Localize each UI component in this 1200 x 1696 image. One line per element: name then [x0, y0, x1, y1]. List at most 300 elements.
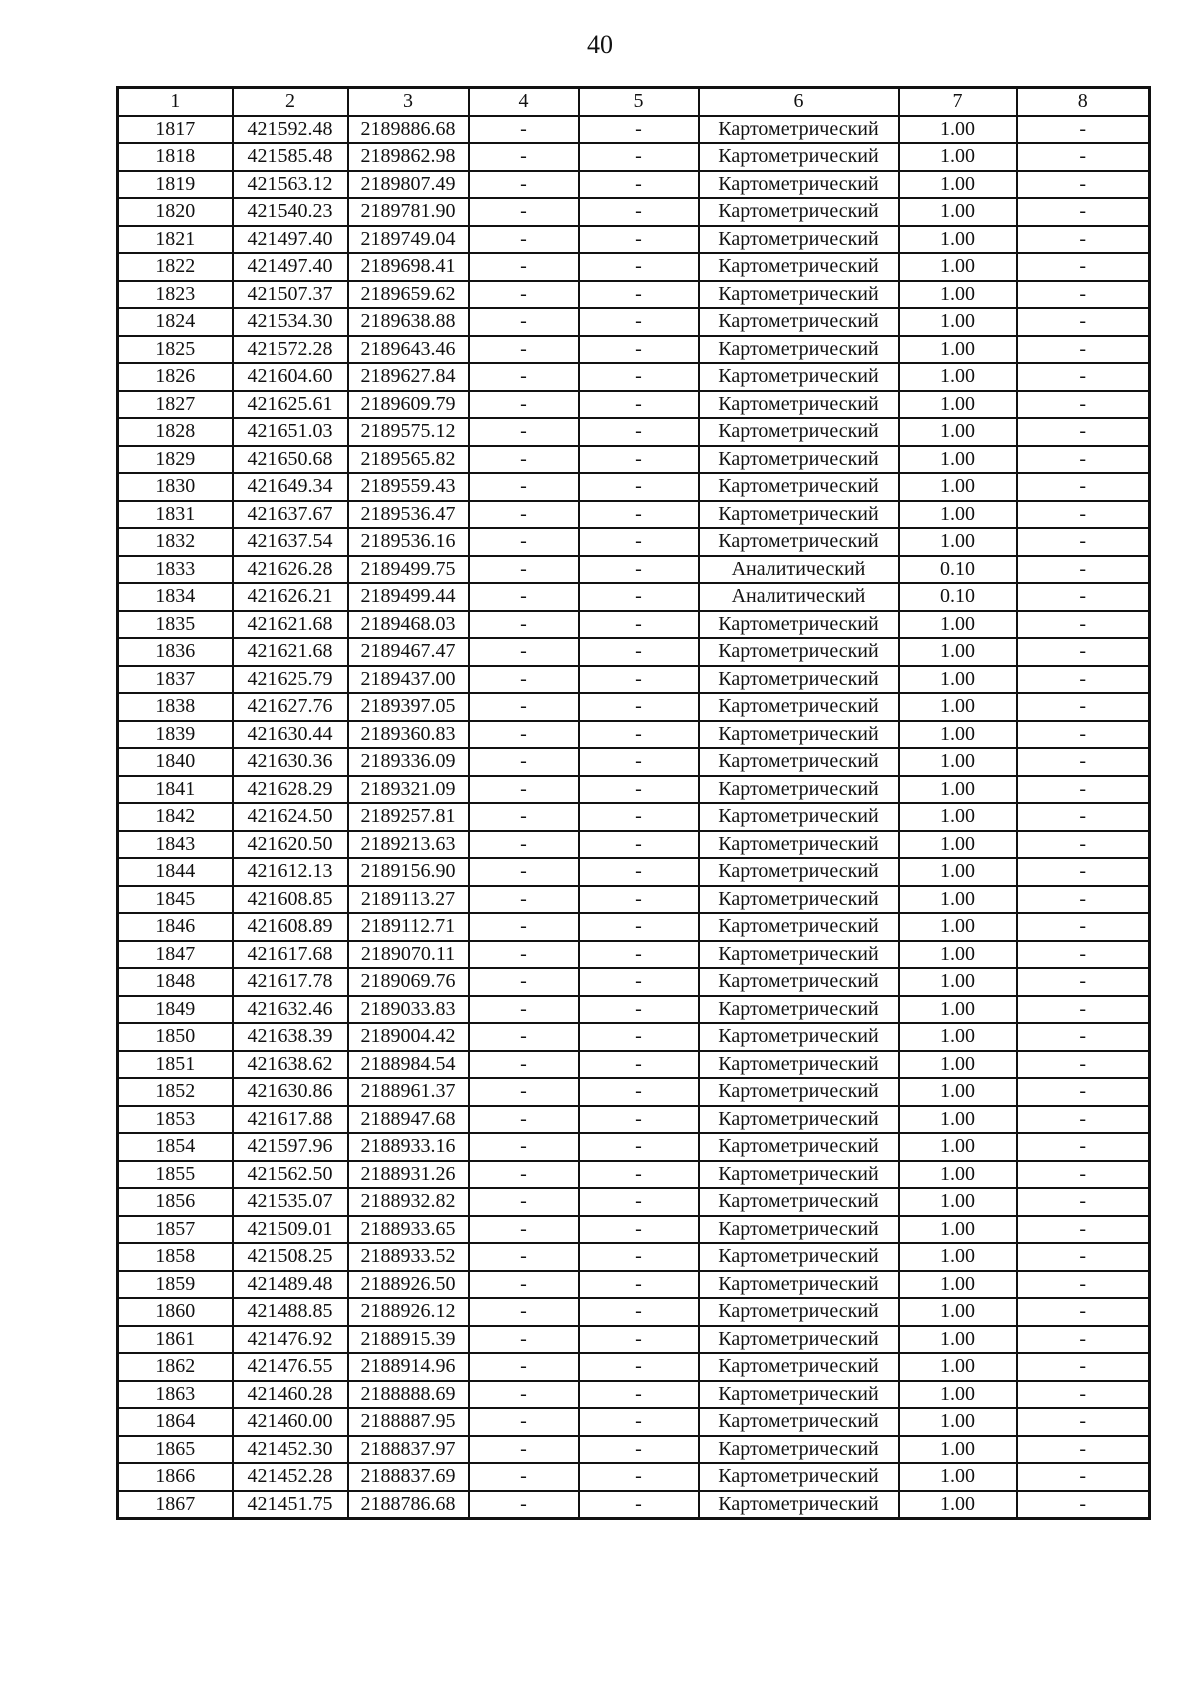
cell-col-4: -: [469, 693, 579, 721]
cell-col-4: -: [469, 1353, 579, 1381]
cell-col-5: -: [579, 556, 699, 584]
cell-accuracy: 1.00: [899, 666, 1017, 694]
cell-col-4: -: [469, 1023, 579, 1051]
table-row: [118, 198, 1150, 226]
cell-col-5: -: [579, 941, 699, 969]
cell-coord-y: 2189468.03: [348, 611, 469, 639]
cell-method: Картометрический: [699, 1243, 899, 1271]
cell-method: Картометрический: [699, 1491, 899, 1519]
cell-col-5: -: [579, 996, 699, 1024]
cell-method: Картометрический: [699, 1216, 899, 1244]
cell-col-4: -: [469, 1326, 579, 1354]
cell-method: Картометрический: [699, 446, 899, 474]
cell-coord-x: 421617.78: [233, 968, 348, 996]
cell-coord-x: 421535.07: [233, 1188, 348, 1216]
cell-coord-x: 421624.50: [233, 803, 348, 831]
cell-coord-x: 421604.60: [233, 363, 348, 391]
cell-col-8: -: [1017, 1133, 1150, 1161]
cell-method: Картометрический: [699, 1408, 899, 1436]
cell-point-number: 1857: [118, 1216, 233, 1244]
cell-point-number: 1860: [118, 1298, 233, 1326]
table-row: [118, 1298, 1150, 1326]
cell-coord-y: 2189565.82: [348, 446, 469, 474]
cell-accuracy: 1.00: [899, 721, 1017, 749]
cell-col-4: -: [469, 1106, 579, 1134]
cell-method: Картометрический: [699, 473, 899, 501]
cell-coord-y: 2189781.90: [348, 198, 469, 226]
cell-accuracy: 1.00: [899, 336, 1017, 364]
cell-point-number: 1867: [118, 1491, 233, 1519]
table-row: [118, 226, 1150, 254]
cell-coord-y: 2189807.49: [348, 171, 469, 199]
cell-col-5: -: [579, 336, 699, 364]
cell-coord-y: 2188933.16: [348, 1133, 469, 1161]
cell-col-8: -: [1017, 886, 1150, 914]
cell-point-number: 1821: [118, 226, 233, 254]
cell-col-5: -: [579, 1078, 699, 1106]
cell-method: Картометрический: [699, 611, 899, 639]
cell-col-8: -: [1017, 583, 1150, 611]
cell-accuracy: 1.00: [899, 501, 1017, 529]
cell-method: Картометрический: [699, 1271, 899, 1299]
cell-col-8: -: [1017, 941, 1150, 969]
cell-coord-y: 2188984.54: [348, 1051, 469, 1079]
cell-method: Картометрический: [699, 1353, 899, 1381]
cell-method: Картометрический: [699, 913, 899, 941]
column-header-7: 7: [899, 88, 1017, 116]
cell-method: Картометрический: [699, 748, 899, 776]
cell-col-4: -: [469, 803, 579, 831]
cell-method: Картометрический: [699, 831, 899, 859]
cell-point-number: 1847: [118, 941, 233, 969]
cell-coord-x: 421628.29: [233, 776, 348, 804]
cell-coord-x: 421497.40: [233, 253, 348, 281]
cell-method: Картометрический: [699, 1023, 899, 1051]
cell-method: Картометрический: [699, 253, 899, 281]
cell-col-8: -: [1017, 611, 1150, 639]
cell-point-number: 1838: [118, 693, 233, 721]
cell-coord-x: 421650.68: [233, 446, 348, 474]
table-row: [118, 446, 1150, 474]
table-row: [118, 1161, 1150, 1189]
cell-accuracy: 1.00: [899, 996, 1017, 1024]
table-row: [118, 886, 1150, 914]
cell-accuracy: 1.00: [899, 1326, 1017, 1354]
cell-col-5: -: [579, 886, 699, 914]
cell-coord-x: 421627.76: [233, 693, 348, 721]
cell-coord-x: 421507.37: [233, 281, 348, 309]
cell-coord-y: 2189321.09: [348, 776, 469, 804]
cell-col-4: -: [469, 1491, 579, 1519]
page-number: 40: [587, 30, 613, 59]
cell-point-number: 1817: [118, 116, 233, 144]
cell-col-4: -: [469, 253, 579, 281]
cell-method: Картометрический: [699, 666, 899, 694]
cell-coord-y: 2188961.37: [348, 1078, 469, 1106]
column-header-1: 1: [118, 88, 233, 116]
cell-col-5: -: [579, 1381, 699, 1409]
cell-accuracy: 1.00: [899, 363, 1017, 391]
cell-accuracy: 1.00: [899, 281, 1017, 309]
cell-method: Картометрический: [699, 1078, 899, 1106]
cell-coord-x: 421638.62: [233, 1051, 348, 1079]
table-row: [118, 418, 1150, 446]
cell-point-number: 1846: [118, 913, 233, 941]
cell-accuracy: 1.00: [899, 1298, 1017, 1326]
cell-col-5: -: [579, 1353, 699, 1381]
cell-accuracy: 1.00: [899, 776, 1017, 804]
cell-method: Аналитический: [699, 583, 899, 611]
table-row: [118, 913, 1150, 941]
cell-coord-y: 2189213.63: [348, 831, 469, 859]
cell-point-number: 1826: [118, 363, 233, 391]
cell-col-5: -: [579, 1436, 699, 1464]
cell-col-4: -: [469, 1188, 579, 1216]
cell-point-number: 1866: [118, 1463, 233, 1491]
cell-col-8: -: [1017, 143, 1150, 171]
cell-coord-y: 2189575.12: [348, 418, 469, 446]
cell-col-5: -: [579, 1023, 699, 1051]
table-row: [118, 1133, 1150, 1161]
table-row: [118, 1023, 1150, 1051]
cell-method: Картометрический: [699, 116, 899, 144]
cell-col-5: -: [579, 1243, 699, 1271]
cell-point-number: 1855: [118, 1161, 233, 1189]
table-row: [118, 1436, 1150, 1464]
cell-coord-x: 421562.50: [233, 1161, 348, 1189]
table-row: [118, 1326, 1150, 1354]
cell-coord-x: 421608.89: [233, 913, 348, 941]
cell-coord-y: 2189360.83: [348, 721, 469, 749]
cell-coord-y: 2189499.75: [348, 556, 469, 584]
cell-col-4: -: [469, 721, 579, 749]
cell-col-5: -: [579, 1408, 699, 1436]
cell-coord-y: 2188837.69: [348, 1463, 469, 1491]
cell-col-5: -: [579, 1161, 699, 1189]
cell-point-number: 1822: [118, 253, 233, 281]
table-row: [118, 638, 1150, 666]
cell-col-4: -: [469, 226, 579, 254]
cell-coord-x: 421460.28: [233, 1381, 348, 1409]
cell-coord-x: 421489.48: [233, 1271, 348, 1299]
cell-coord-y: 2188926.50: [348, 1271, 469, 1299]
cell-point-number: 1823: [118, 281, 233, 309]
cell-coord-y: 2189033.83: [348, 996, 469, 1024]
cell-coord-x: 421476.55: [233, 1353, 348, 1381]
cell-col-4: -: [469, 996, 579, 1024]
cell-accuracy: 1.00: [899, 858, 1017, 886]
cell-accuracy: 1.00: [899, 1188, 1017, 1216]
cell-coord-x: 421612.13: [233, 858, 348, 886]
cell-point-number: 1842: [118, 803, 233, 831]
cell-coord-y: 2188932.82: [348, 1188, 469, 1216]
cell-col-8: -: [1017, 308, 1150, 336]
cell-method: Картометрический: [699, 886, 899, 914]
cell-point-number: 1849: [118, 996, 233, 1024]
cell-coord-x: 421630.44: [233, 721, 348, 749]
cell-col-8: -: [1017, 556, 1150, 584]
cell-point-number: 1854: [118, 1133, 233, 1161]
table-row: [118, 1463, 1150, 1491]
cell-col-5: -: [579, 1491, 699, 1519]
cell-accuracy: 1.00: [899, 1051, 1017, 1079]
cell-accuracy: 1.00: [899, 693, 1017, 721]
cell-coord-y: 2189467.47: [348, 638, 469, 666]
cell-accuracy: 1.00: [899, 1408, 1017, 1436]
cell-col-4: -: [469, 1161, 579, 1189]
column-header-3: 3: [348, 88, 469, 116]
cell-coord-y: 2189156.90: [348, 858, 469, 886]
table-row: [118, 1243, 1150, 1271]
cell-accuracy: 1.00: [899, 171, 1017, 199]
cell-col-5: -: [579, 611, 699, 639]
cell-accuracy: 1.00: [899, 1216, 1017, 1244]
cell-point-number: 1836: [118, 638, 233, 666]
cell-coord-x: 421572.28: [233, 336, 348, 364]
table-row: [118, 611, 1150, 639]
cell-col-8: -: [1017, 1408, 1150, 1436]
cell-col-5: -: [579, 1298, 699, 1326]
cell-col-8: -: [1017, 1463, 1150, 1491]
cell-coord-x: 421630.36: [233, 748, 348, 776]
cell-coord-y: 2189336.09: [348, 748, 469, 776]
cell-method: Картометрический: [699, 693, 899, 721]
cell-col-8: -: [1017, 1051, 1150, 1079]
table-row: [118, 143, 1150, 171]
cell-coord-x: 421597.96: [233, 1133, 348, 1161]
cell-coord-x: 421625.79: [233, 666, 348, 694]
cell-point-number: 1861: [118, 1326, 233, 1354]
cell-coord-x: 421632.46: [233, 996, 348, 1024]
cell-accuracy: 1.00: [899, 1078, 1017, 1106]
cell-accuracy: 1.00: [899, 1271, 1017, 1299]
cell-col-8: -: [1017, 666, 1150, 694]
cell-method: Картометрический: [699, 1133, 899, 1161]
cell-coord-y: 2188914.96: [348, 1353, 469, 1381]
cell-col-5: -: [579, 721, 699, 749]
cell-point-number: 1824: [118, 308, 233, 336]
cell-col-8: -: [1017, 1353, 1150, 1381]
cell-col-4: -: [469, 171, 579, 199]
table-row: [118, 1078, 1150, 1106]
cell-point-number: 1865: [118, 1436, 233, 1464]
cell-accuracy: 1.00: [899, 1023, 1017, 1051]
cell-col-5: -: [579, 666, 699, 694]
cell-accuracy: 1.00: [899, 638, 1017, 666]
cell-col-8: -: [1017, 1161, 1150, 1189]
cell-coord-y: 2189659.62: [348, 281, 469, 309]
cell-col-4: -: [469, 391, 579, 419]
cell-point-number: 1837: [118, 666, 233, 694]
cell-method: Картометрический: [699, 391, 899, 419]
cell-col-8: -: [1017, 253, 1150, 281]
cell-col-4: -: [469, 528, 579, 556]
cell-point-number: 1831: [118, 501, 233, 529]
cell-col-5: -: [579, 748, 699, 776]
cell-col-8: -: [1017, 391, 1150, 419]
cell-coord-y: 2188786.68: [348, 1491, 469, 1519]
cell-method: Картометрический: [699, 1381, 899, 1409]
cell-method: Картометрический: [699, 1161, 899, 1189]
cell-point-number: 1845: [118, 886, 233, 914]
coordinates-table: [116, 86, 1151, 1520]
cell-col-8: -: [1017, 831, 1150, 859]
cell-coord-y: 2189004.42: [348, 1023, 469, 1051]
cell-coord-x: 421452.30: [233, 1436, 348, 1464]
cell-method: Картометрический: [699, 968, 899, 996]
cell-coord-y: 2189257.81: [348, 803, 469, 831]
cell-point-number: 1844: [118, 858, 233, 886]
table-row: [118, 666, 1150, 694]
cell-col-5: -: [579, 638, 699, 666]
cell-coord-y: 2189069.76: [348, 968, 469, 996]
cell-col-8: -: [1017, 528, 1150, 556]
cell-col-8: -: [1017, 336, 1150, 364]
cell-method: Аналитический: [699, 556, 899, 584]
cell-col-5: -: [579, 1051, 699, 1079]
cell-col-5: -: [579, 1216, 699, 1244]
cell-col-5: -: [579, 363, 699, 391]
cell-accuracy: 1.00: [899, 391, 1017, 419]
cell-col-5: -: [579, 1188, 699, 1216]
table-row: [118, 473, 1150, 501]
cell-point-number: 1863: [118, 1381, 233, 1409]
cell-col-8: -: [1017, 1023, 1150, 1051]
cell-coord-x: 421621.68: [233, 611, 348, 639]
cell-col-4: -: [469, 1408, 579, 1436]
cell-point-number: 1833: [118, 556, 233, 584]
cell-point-number: 1820: [118, 198, 233, 226]
table-row: [118, 1491, 1150, 1519]
cell-col-8: -: [1017, 858, 1150, 886]
cell-coord-y: 2188915.39: [348, 1326, 469, 1354]
table-row: [118, 308, 1150, 336]
table-row: [118, 528, 1150, 556]
table-row: [118, 996, 1150, 1024]
cell-col-4: -: [469, 308, 579, 336]
cell-coord-x: 421540.23: [233, 198, 348, 226]
cell-col-8: -: [1017, 1491, 1150, 1519]
table-row: [118, 858, 1150, 886]
cell-col-5: -: [579, 116, 699, 144]
cell-col-4: -: [469, 1271, 579, 1299]
table-row: [118, 1216, 1150, 1244]
cell-accuracy: 1.00: [899, 1133, 1017, 1161]
cell-coord-x: 421620.50: [233, 831, 348, 859]
cell-col-4: -: [469, 886, 579, 914]
cell-col-8: -: [1017, 996, 1150, 1024]
cell-method: Картометрический: [699, 1463, 899, 1491]
cell-col-5: -: [579, 281, 699, 309]
cell-coord-x: 421585.48: [233, 143, 348, 171]
cell-method: Картометрический: [699, 858, 899, 886]
cell-coord-y: 2189499.44: [348, 583, 469, 611]
cell-col-5: -: [579, 418, 699, 446]
cell-point-number: 1859: [118, 1271, 233, 1299]
cell-accuracy: 0.10: [899, 583, 1017, 611]
cell-accuracy: 1.00: [899, 1243, 1017, 1271]
cell-accuracy: 1.00: [899, 473, 1017, 501]
cell-accuracy: 1.00: [899, 528, 1017, 556]
cell-point-number: 1828: [118, 418, 233, 446]
cell-col-4: -: [469, 501, 579, 529]
cell-col-4: -: [469, 666, 579, 694]
cell-coord-y: 2189113.27: [348, 886, 469, 914]
table-row: [118, 281, 1150, 309]
cell-point-number: 1850: [118, 1023, 233, 1051]
cell-accuracy: 1.00: [899, 308, 1017, 336]
cell-accuracy: 1.00: [899, 1381, 1017, 1409]
cell-coord-y: 2189749.04: [348, 226, 469, 254]
cell-accuracy: 1.00: [899, 1436, 1017, 1464]
cell-coord-y: 2189609.79: [348, 391, 469, 419]
cell-point-number: 1825: [118, 336, 233, 364]
cell-point-number: 1829: [118, 446, 233, 474]
cell-coord-x: 421563.12: [233, 171, 348, 199]
cell-col-8: -: [1017, 1436, 1150, 1464]
cell-col-8: -: [1017, 1243, 1150, 1271]
cell-coord-x: 421630.86: [233, 1078, 348, 1106]
column-header-5: 5: [579, 88, 699, 116]
cell-point-number: 1864: [118, 1408, 233, 1436]
cell-coord-y: 2189112.71: [348, 913, 469, 941]
cell-point-number: 1843: [118, 831, 233, 859]
column-header-2: 2: [233, 88, 348, 116]
cell-point-number: 1834: [118, 583, 233, 611]
cell-coord-y: 2188933.65: [348, 1216, 469, 1244]
cell-col-8: -: [1017, 116, 1150, 144]
table-row: [118, 1051, 1150, 1079]
cell-col-8: -: [1017, 803, 1150, 831]
cell-col-8: -: [1017, 446, 1150, 474]
cell-col-4: -: [469, 858, 579, 886]
cell-method: Картометрический: [699, 1051, 899, 1079]
cell-col-5: -: [579, 253, 699, 281]
cell-point-number: 1819: [118, 171, 233, 199]
cell-coord-x: 421509.01: [233, 1216, 348, 1244]
cell-col-8: -: [1017, 638, 1150, 666]
cell-col-5: -: [579, 583, 699, 611]
cell-col-5: -: [579, 693, 699, 721]
table-row: [118, 1271, 1150, 1299]
cell-coord-y: 2189643.46: [348, 336, 469, 364]
cell-col-5: -: [579, 803, 699, 831]
cell-col-4: -: [469, 1078, 579, 1106]
cell-accuracy: 1.00: [899, 143, 1017, 171]
cell-col-5: -: [579, 446, 699, 474]
cell-accuracy: 1.00: [899, 1491, 1017, 1519]
cell-coord-x: 421460.00: [233, 1408, 348, 1436]
table-row: [118, 253, 1150, 281]
cell-col-4: -: [469, 1133, 579, 1161]
cell-col-4: -: [469, 831, 579, 859]
cell-coord-x: 421626.21: [233, 583, 348, 611]
cell-col-5: -: [579, 968, 699, 996]
cell-coord-y: 2188837.97: [348, 1436, 469, 1464]
cell-col-8: -: [1017, 501, 1150, 529]
cell-col-4: -: [469, 748, 579, 776]
cell-point-number: 1848: [118, 968, 233, 996]
cell-accuracy: 1.00: [899, 941, 1017, 969]
cell-col-5: -: [579, 473, 699, 501]
cell-col-5: -: [579, 1106, 699, 1134]
cell-method: Картометрический: [699, 143, 899, 171]
cell-col-8: -: [1017, 776, 1150, 804]
cell-accuracy: 1.00: [899, 831, 1017, 859]
cell-col-5: -: [579, 776, 699, 804]
table-row: [118, 363, 1150, 391]
cell-col-8: -: [1017, 226, 1150, 254]
